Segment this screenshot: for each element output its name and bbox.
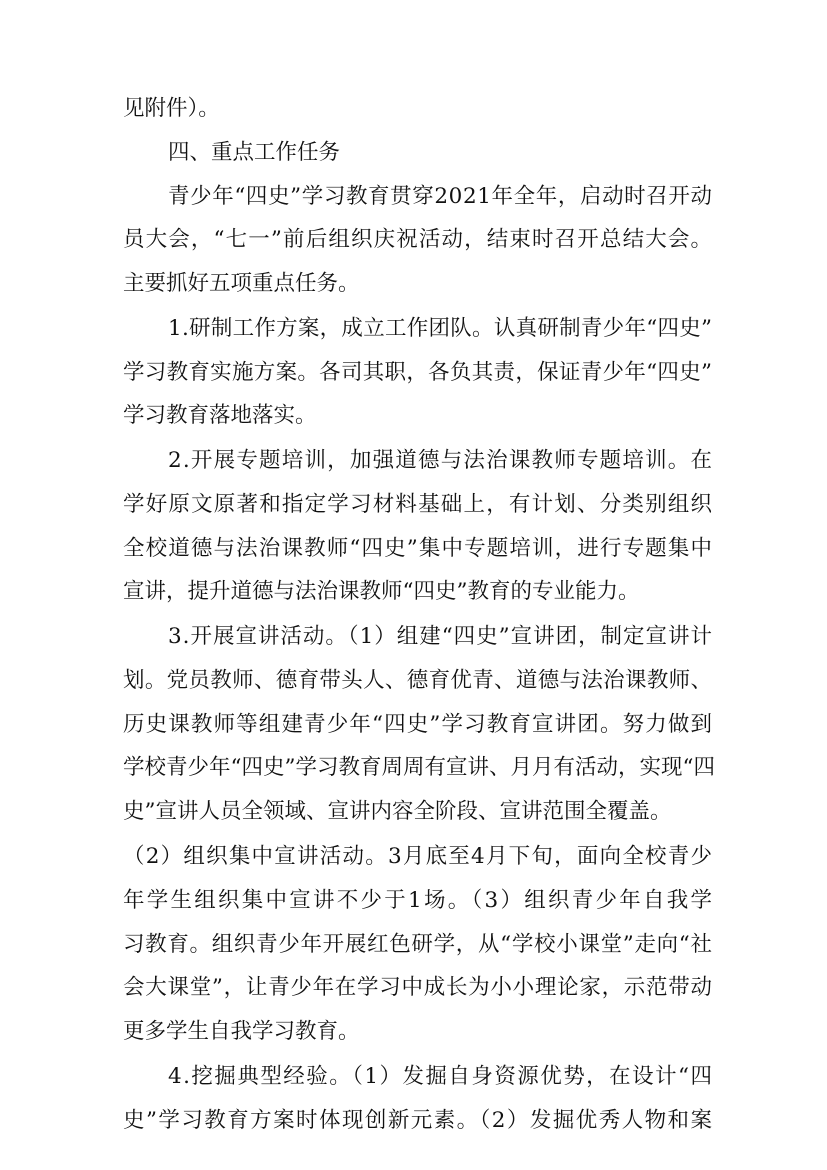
text-line bbox=[0, 1062, 827, 1092]
text-line bbox=[0, 225, 827, 255]
text-run: 历史课教师等组建青少年“四史”学习教育宣讲团。努力做到 bbox=[123, 712, 714, 737]
bold-text-run: （3）组织青少年自我学 bbox=[471, 888, 715, 913]
text-run: 主要抓好五项重点任务。 bbox=[123, 271, 360, 296]
text-line bbox=[0, 710, 827, 740]
text-run: 学好原文原著和指定学习材料基础上，有计划、分类别组织 bbox=[123, 492, 714, 517]
bold-text-run: 习教育。 bbox=[123, 932, 212, 957]
text-line bbox=[0, 577, 827, 607]
text-run: 全校道德与法治课教师“四史”集中专题培训，进行专题集中 bbox=[123, 536, 714, 561]
bold-text-run: （2）组织集中宣讲活动。 bbox=[123, 844, 388, 869]
text-run: 在 bbox=[690, 448, 714, 473]
text-run: 四、重点工作任务 bbox=[168, 140, 341, 165]
text-run: 学习教育实施方案。各司其职，各负其责，保证青少年“四史” bbox=[123, 360, 713, 385]
text-run: 见附件）。 bbox=[123, 96, 220, 121]
text-run: 青少年“四史”学习教育贯穿2021年全年，启动时召开动 bbox=[168, 184, 713, 209]
text-run: （1）发掘自身资源优势，在设计“四 bbox=[352, 1064, 714, 1089]
bold-text-run: 划。 bbox=[123, 668, 167, 693]
text-line bbox=[0, 886, 827, 916]
text-line bbox=[0, 269, 827, 299]
text-line bbox=[0, 534, 827, 564]
text-run: 认真研制青少年“四史” bbox=[493, 316, 713, 341]
text-line bbox=[0, 314, 827, 344]
text-run: 更多学生自我学习教育。 bbox=[123, 1019, 360, 1044]
bold-text-run: （2）发掘优秀人物和案 bbox=[479, 1108, 714, 1133]
text-line bbox=[0, 490, 827, 520]
text-run: 会大课堂”，让青少年在学习中成长为小小理论家，示范带动 bbox=[123, 975, 713, 1000]
text-run: 宣讲，提升道德与法治课教师“四史”教育的专业能力。 bbox=[123, 579, 640, 604]
text-line bbox=[0, 930, 827, 960]
text-line bbox=[0, 182, 827, 212]
text-run: 史”学习教育方案时体现创新元素。 bbox=[123, 1108, 480, 1133]
text-run: 员大会，“七一”前后组织庆祝活动，结束时召开总结大会。 bbox=[123, 227, 714, 252]
text-line bbox=[0, 94, 827, 124]
text-line bbox=[0, 1106, 827, 1136]
text-line bbox=[0, 973, 827, 1003]
bold-text-run: 4.挖掘典型经验。 bbox=[168, 1064, 353, 1089]
text-line bbox=[0, 753, 827, 783]
text-line bbox=[0, 138, 827, 168]
bold-text-run: 1.研制工作方案，成立工作团队。 bbox=[168, 316, 494, 341]
text-line bbox=[0, 446, 827, 476]
text-run: 党员教师、德育带头人、德育优青、道德与法治课教师、 bbox=[166, 668, 713, 693]
text-run: 史”宣讲人员全领域、宣讲内容全阶段、宣讲范围全覆盖。 bbox=[123, 799, 672, 824]
bold-text-run: 2.开展专题培训，加强道德与法治课教师专题培训。 bbox=[168, 448, 691, 473]
text-line bbox=[0, 1017, 827, 1047]
text-run: 学校青少年“四史”学习教育周周有宣讲、月月有活动，实现“四 bbox=[123, 755, 715, 780]
text-line bbox=[0, 622, 827, 652]
text-line bbox=[0, 401, 827, 431]
text-line bbox=[0, 842, 827, 872]
text-line bbox=[0, 797, 827, 827]
text-run: 年学生组织集中宣讲不少于1场。 bbox=[123, 888, 472, 913]
text-run: 学习教育落地落实。 bbox=[123, 403, 317, 428]
text-line bbox=[0, 666, 827, 696]
text-run: 3月底至4月下旬，面向全校青少 bbox=[387, 844, 714, 869]
text-line bbox=[0, 358, 827, 388]
text-run: 组织青少年开展红色研学，从“学校小课堂”走向“社 bbox=[211, 932, 713, 957]
bold-text-run: 3.开展宣讲活动。（1）组建“四史”宣讲团，制定宣讲计 bbox=[168, 624, 713, 649]
